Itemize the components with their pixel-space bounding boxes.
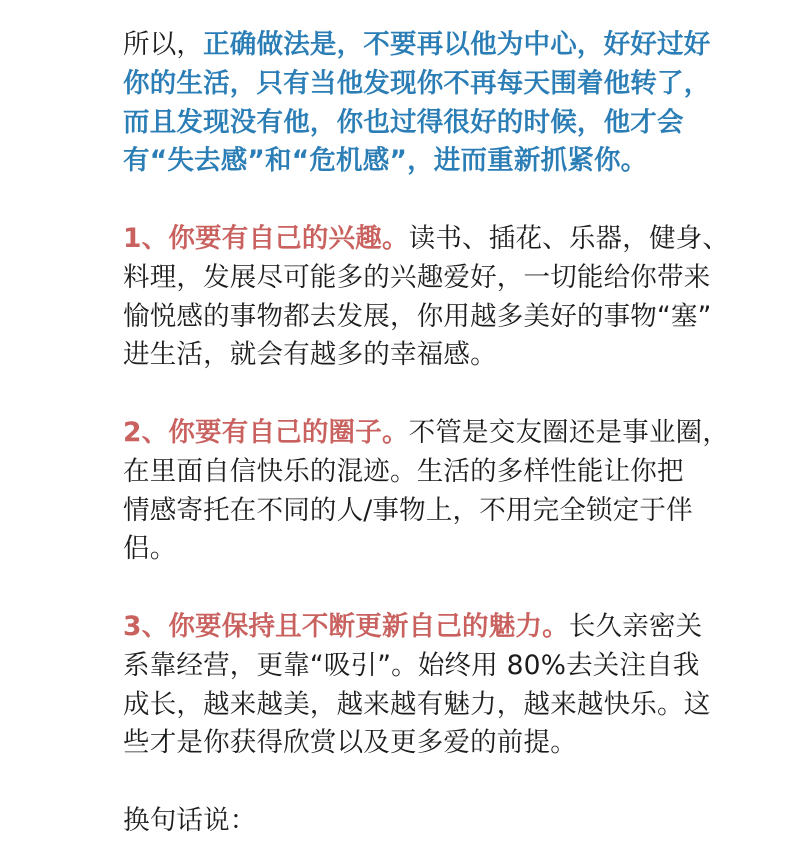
point-1-line-2: 料理，发展尽可能多的兴趣爱好，一切能给你带来 — [123, 261, 711, 293]
point-2-line-1 — [123, 414, 730, 453]
point-1-line-3: 愉悦感的事物都去发展，你用越多美好的事物“塞” — [123, 300, 712, 332]
point-2-line-4: 侣。 — [123, 533, 177, 565]
intro-line-2: 你的生活，只有当他发现你不再每天围着他转了， — [123, 67, 711, 99]
point-3-line-4: 些才是你获得欣赏以及更多爱的前提。 — [123, 727, 577, 759]
point-1-text-1: 读书、插花、乐器，健身、 — [408, 222, 730, 254]
point-2-paragraph — [123, 414, 730, 569]
article-body — [123, 26, 730, 841]
point-3-line-1 — [123, 608, 723, 647]
intro-line-4: 有“失去感”和“危机感”，进而重新抓紧你。 — [123, 145, 648, 177]
point-3-line-2: 系靠经营，更靠“吸引”。始终用 80%去关注自我 — [123, 649, 700, 681]
intro-paragraph — [123, 26, 723, 181]
point-3-line-3: 成长，越来越美，越来越有魅力，越来越快乐。这 — [123, 688, 711, 720]
point-1-paragraph — [123, 220, 730, 375]
point-3-text-1: 长久亲密关 — [568, 610, 703, 642]
intro-line-1 — [123, 26, 723, 65]
point-1-heading: 1、你要有自己的兴趣。 — [123, 222, 409, 254]
point-2-text-1: 不管是交友圈还是事业圈， — [408, 416, 730, 448]
intro-highlight-1: 正确做法是，不要再以他为中心，好好过好 — [203, 29, 711, 60]
point-1-line-4: 进生活，就会有越多的幸福感。 — [123, 339, 497, 371]
closing-paragraph — [123, 802, 723, 841]
point-3-paragraph — [123, 608, 723, 763]
point-2-heading: 2、你要有自己的圈子。 — [123, 416, 409, 448]
point-1-line-1 — [123, 220, 730, 259]
point-3-heading: 3、你要保持且不断更新自己的魅力。 — [123, 610, 569, 642]
point-2-line-2: 在里面自信快乐的混迹。生活的多样性能让你把 — [123, 455, 684, 487]
closing-line: 换句话说： — [123, 804, 257, 836]
point-2-line-3: 情感寄托在不同的人/事物上，不用完全锁定于伴 — [123, 494, 693, 526]
intro-line-3: 而且发现没有他，你也过得很好的时候，他才会 — [123, 106, 684, 138]
intro-prefix: 所以， — [123, 29, 204, 60]
